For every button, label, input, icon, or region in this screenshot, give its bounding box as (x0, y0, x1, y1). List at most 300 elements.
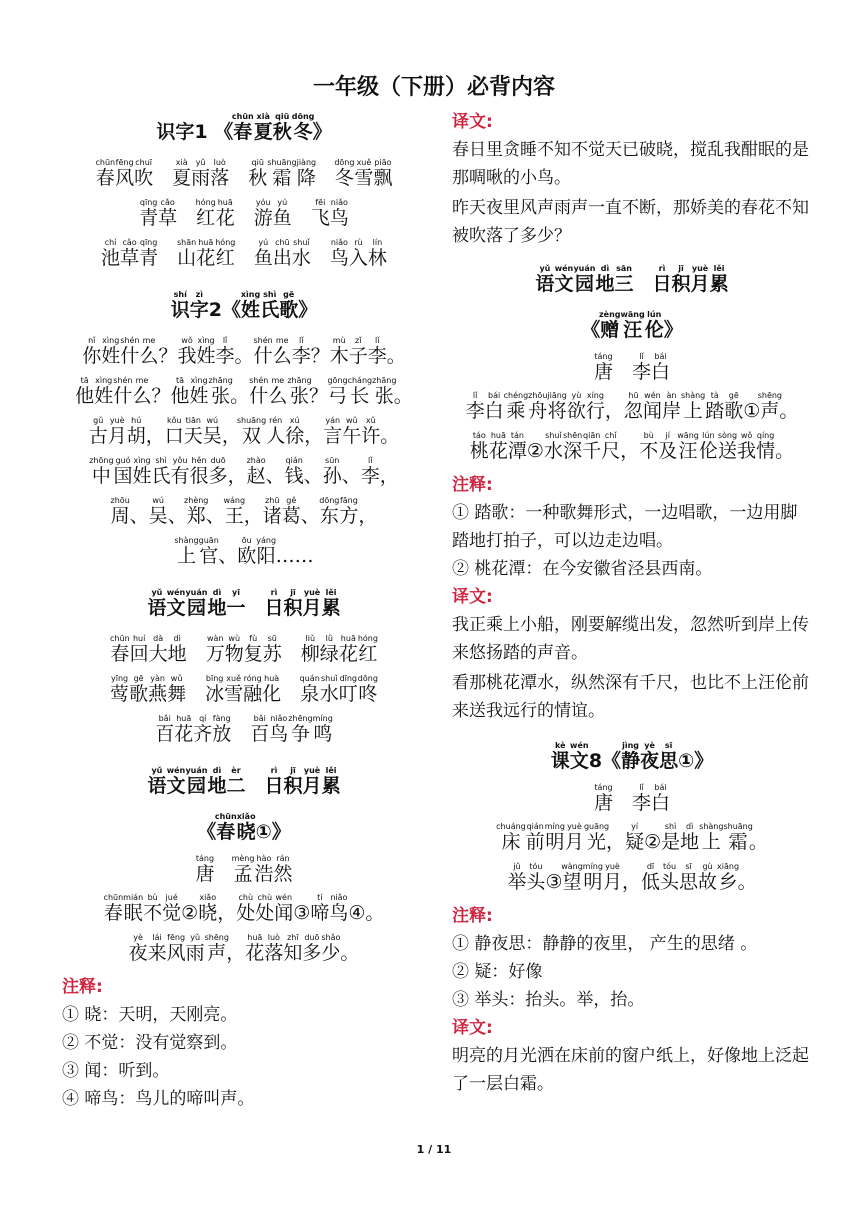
pinyin: mèng (231, 854, 255, 863)
pinyin: mù (329, 336, 349, 345)
translation-label: 译文: (452, 587, 493, 607)
pinyin: chūn (110, 634, 130, 643)
pinyin: lún (698, 431, 718, 440)
pinyin: shàng (174, 536, 199, 545)
hanzi-char: 周zhōu (110, 496, 130, 527)
pinyin: yáng (256, 536, 277, 545)
pinyin: lǐ (632, 352, 652, 361)
text-char: 识 (156, 121, 176, 143)
pinyin: huā (245, 933, 265, 942)
hanzi-char: 么me (139, 336, 159, 367)
hanzi-char: 不bù (639, 431, 659, 462)
pinyin: chuáng (496, 822, 526, 831)
hanzi-char: 春chūn (214, 812, 237, 843)
hanzi-char: 处chù (255, 893, 275, 924)
hanzi-char: 前qián (525, 822, 545, 853)
hanzi-char: 雨yǔ (191, 158, 211, 189)
translation-text (452, 136, 812, 250)
hanzi-char: 什shén (249, 376, 269, 407)
hanzi-char: 鸟niǎo (269, 714, 289, 745)
pinyin: sòng (717, 431, 738, 440)
pinyin: lǐ (632, 783, 652, 792)
hanzi-char: 鱼yú (253, 238, 273, 269)
hanzi-char: 唐táng (593, 783, 613, 814)
note-item: ② 疑：好像 (452, 962, 543, 982)
hanzi-char: 地dì (207, 766, 227, 797)
hanzi-char: 疑yí (625, 822, 645, 853)
pinyin: xìng (240, 290, 261, 299)
pinyin: jìng (621, 741, 641, 750)
hanzi-char: 吴wú (202, 416, 222, 447)
pinyin: yàn (148, 674, 168, 683)
pinyin: piāo (373, 158, 393, 167)
hanzi-char: 齐qí (193, 714, 213, 745)
hanzi-char: 我wǒ (737, 431, 757, 462)
pinyin: shí (170, 290, 190, 299)
notes-label: 注释: (452, 906, 493, 926)
hanzi-char: 花huā (245, 933, 265, 964)
pinyin: zhōu (528, 391, 548, 400)
hanzi-char: 三sān (614, 264, 634, 295)
hanzi-char: 积jī (671, 264, 691, 295)
hanzi-char: 官guān (198, 536, 219, 567)
hanzi-char: 燕yàn (148, 674, 168, 705)
text-char: 字 (175, 121, 195, 143)
pinyin: jiāng (547, 391, 567, 400)
pinyin: dōng (357, 674, 378, 683)
hanzi-char: 岸àn (661, 391, 681, 422)
hanzi-char: 回huí (129, 634, 149, 665)
text-char: ， (243, 505, 263, 527)
hanzi-char: 游yóu (253, 198, 273, 229)
text-char: ， (604, 400, 624, 422)
text-char: 、 (129, 505, 149, 527)
pinyin: chéng (503, 391, 529, 400)
hanzi-char: 李lǐ (465, 391, 485, 422)
hanzi-char: 汪wāng (677, 431, 699, 462)
hanzi-char: 夏xià (253, 112, 273, 143)
pinyin: fàng (212, 714, 232, 723)
right-column (452, 108, 812, 1100)
text-char: ， (621, 871, 641, 893)
pinyin: duō (208, 456, 228, 465)
poem-line (62, 376, 426, 416)
hanzi-char: 多duō (208, 456, 228, 487)
hanzi-char: 床chuáng (496, 822, 526, 853)
pinyin: yīng (110, 674, 130, 683)
pinyin: liǔ (300, 634, 320, 643)
pinyin: yǔ (535, 264, 555, 273)
hanzi-char: 文wén (554, 264, 574, 295)
poem-line (62, 634, 426, 674)
pinyin: dì (680, 822, 700, 831)
pinyin: dīng (338, 674, 358, 683)
pinyin: chūn (214, 812, 237, 821)
hanzi-char: 字zì (189, 290, 209, 321)
pinyin: xìng (101, 336, 121, 345)
pinyin: shēn (562, 431, 583, 440)
poem-title (452, 741, 812, 781)
hanzi-char: 葛gě (281, 496, 301, 527)
poem-author (452, 352, 812, 391)
pinyin: yǔ (185, 933, 205, 942)
pinyin: zhèng (184, 496, 209, 505)
text-char: ① (678, 750, 695, 772)
pinyin: wàn (205, 634, 225, 643)
pinyin: shuǐ (543, 431, 563, 440)
pinyin: huí (129, 634, 149, 643)
pinyin: fāng (339, 496, 359, 505)
poem-line (62, 416, 426, 456)
hanzi-char: 地dì (680, 822, 700, 853)
pinyin: zhī (283, 933, 303, 942)
pinyin: sī (679, 862, 699, 871)
pinyin: gē (129, 674, 149, 683)
pinyin: chuī (134, 158, 154, 167)
hanzi-char: 春chūn (95, 158, 116, 189)
text-char (246, 775, 265, 797)
text-char: 。 (230, 385, 250, 407)
hanzi-char: 伦lún (698, 431, 718, 462)
hanzi-char: 冰bīng (205, 674, 225, 705)
pinyin: wāng (677, 431, 699, 440)
hanzi-char: 绿lǜ (319, 634, 339, 665)
hanzi-char: 方fāng (339, 496, 359, 527)
hanzi-char: 忽hū (623, 391, 643, 422)
pinyin: yè (640, 741, 660, 750)
hanzi-char: 识shí (170, 290, 190, 321)
pinyin: huā (338, 634, 358, 643)
hanzi-char: 孟mèng (231, 854, 255, 885)
pinyin: lěi (709, 264, 729, 273)
pinyin: gǔ (88, 416, 108, 425)
pinyin: wāng (620, 310, 645, 319)
hanzi-char: 百bǎi (250, 714, 270, 745)
pinyin: míng (312, 714, 333, 723)
pinyin: dōng (319, 496, 340, 505)
pinyin: chūn (95, 158, 116, 167)
text-char: 。 (737, 871, 757, 893)
text-char: 、 (303, 465, 323, 487)
pinyin: táng (593, 352, 613, 361)
hanzi-char: 尺chǐ (601, 431, 621, 462)
pinyin: dì (207, 588, 227, 597)
hanzi-char: 舞wǔ (167, 674, 187, 705)
hanzi-char: 霜shuāng (723, 822, 753, 853)
hanzi-char: 吴wú (148, 496, 168, 527)
pinyin: yí (625, 822, 645, 831)
hanzi-char: 声shēng (204, 933, 229, 964)
text-char (281, 683, 300, 705)
pinyin: zèng (599, 310, 621, 319)
hanzi-char: 课kè (550, 741, 570, 772)
hanzi-char: 春chūn (103, 893, 124, 924)
text-char (235, 207, 254, 229)
hanzi-char: 声shēng (757, 391, 783, 422)
pinyin: rán (273, 854, 293, 863)
pinyin: guó (113, 456, 133, 465)
hanzi-char: 李lǐ (367, 336, 387, 367)
pinyin: xuě (354, 158, 374, 167)
text-char: 。 (234, 345, 254, 367)
pinyin: guān (198, 536, 219, 545)
pinyin: yuè (690, 264, 710, 273)
hanzi-char: 红hóng (215, 238, 236, 269)
translation-text (452, 611, 812, 725)
pinyin: tā (170, 376, 190, 385)
hanzi-char: 风fēng (115, 158, 135, 189)
hanzi-char: 林lín (367, 238, 387, 269)
pinyin: cǎo (158, 198, 178, 207)
hanzi-char: 月yuè (564, 822, 584, 853)
pinyin: zǐ (348, 336, 368, 345)
text-char: ， (217, 902, 237, 924)
hanzi-char: 争zhēng (288, 714, 313, 745)
hanzi-char: 累lěi (321, 766, 341, 797)
hanzi-char: 物wù (224, 634, 244, 665)
hanzi-char: 万wàn (205, 634, 225, 665)
hanzi-char: 是shì (661, 822, 681, 853)
hanzi-char: 举jǔ (507, 862, 527, 893)
pinyin: shàng (680, 391, 706, 400)
poem-line (62, 674, 426, 714)
pinyin: qīng (139, 238, 159, 247)
pinyin: xǔ (361, 416, 381, 425)
hanzi-char: 乡xiāng (717, 862, 740, 893)
poem-lines (62, 893, 426, 973)
hanzi-char: 叮dīng (338, 674, 358, 705)
pinyin: jǔ (507, 862, 527, 871)
pinyin: bái (484, 391, 504, 400)
hanzi-char: 二èr (226, 766, 246, 797)
poem-line (62, 456, 426, 496)
pinyin: dà (148, 634, 168, 643)
pinyin: fēi (310, 198, 330, 207)
pinyin: me (272, 336, 292, 345)
text-char: ① (255, 821, 272, 843)
hanzi-char: 潭tán (507, 431, 527, 462)
hanzi-char: 累lěi (709, 264, 729, 295)
pinyin: shǎo (321, 933, 341, 942)
pinyin: jī (671, 264, 691, 273)
pinyin: yán (323, 416, 343, 425)
pinyin: shuǐ (319, 674, 339, 683)
text-char: 2 (208, 299, 223, 321)
pinyin: wǒ (737, 431, 757, 440)
pinyin: bái (651, 352, 671, 361)
hanzi-char: 有yǒu (170, 456, 190, 487)
hanzi-char: 孙sūn (322, 456, 342, 487)
pinyin: zì (189, 290, 209, 299)
hanzi-char: 多duō (302, 933, 322, 964)
hanzi-char: 中zhōng (89, 456, 114, 487)
pinyin: huà (262, 674, 282, 683)
pinyin: qiān (582, 431, 602, 440)
hanzi-char: 秋qiū (248, 158, 268, 189)
hanzi-char: 人rén (266, 416, 286, 447)
pinyin: shì (260, 290, 280, 299)
hanzi-char: 唐táng (593, 352, 613, 383)
hanzi-char: 李lǐ (360, 456, 380, 487)
pinyin: chū (272, 238, 292, 247)
pinyin: hóng (195, 198, 216, 207)
section-heading (62, 110, 426, 154)
pinyin: chù (236, 893, 256, 902)
hanzi-char: 青qīng (139, 238, 159, 269)
hanzi-char: 少shǎo (321, 933, 341, 964)
pinyin: yuán (573, 264, 596, 273)
pinyin: chūn (231, 112, 254, 121)
text-char: 。 (779, 400, 799, 422)
text-char: 《 (602, 750, 622, 772)
pinyin: cǎo (120, 238, 140, 247)
pinyin: rì (264, 588, 284, 597)
text-char: ？ (309, 385, 329, 407)
hanzi-char: 子zǐ (348, 336, 368, 367)
hanzi-char: 夜yè (640, 741, 660, 772)
pinyin: huā (196, 238, 216, 247)
pinyin: jī (283, 766, 303, 775)
hanzi-char: 雨yǔ (185, 933, 205, 964)
pinyin: zhēng (288, 714, 313, 723)
pinyin: luò (210, 158, 230, 167)
pinyin: niǎo (329, 238, 349, 247)
pinyin: lín (367, 238, 387, 247)
text-char (153, 167, 172, 189)
pinyin: wú (148, 496, 168, 505)
text-char (231, 723, 250, 745)
hanzi-char: 咚dōng (357, 674, 378, 705)
hanzi-char: 头tóu (526, 862, 546, 893)
pinyin: gē (279, 290, 299, 299)
hanzi-char: 氏shì (151, 456, 171, 487)
hanzi-char: 么me (132, 376, 152, 407)
poem-line (62, 336, 426, 376)
pinyin: gē (724, 391, 744, 400)
poem-line (62, 198, 426, 238)
text-char (235, 247, 254, 269)
pinyin: yuán (185, 766, 208, 775)
hanzi-char: 地dì (167, 634, 187, 665)
hanzi-char: 郑zhèng (184, 496, 209, 527)
text-char: 》 (663, 319, 683, 341)
hanzi-char: 晓xiǎo (236, 812, 256, 843)
poem-line (452, 862, 812, 902)
pinyin: zhū (262, 496, 282, 505)
hanzi-char: 白bái (651, 783, 671, 814)
hanzi-char: 午wǔ (342, 416, 362, 447)
hanzi-char: 静jìng (621, 741, 641, 772)
hanzi-char: 鸟niǎo (329, 238, 349, 269)
pinyin: cháng (347, 376, 373, 385)
hanzi-char: 弓gōng (327, 376, 348, 407)
pinyin: bīng (205, 674, 225, 683)
pinyin: shén (120, 336, 140, 345)
poem-line (62, 158, 426, 198)
hanzi-char: 文wén (166, 588, 186, 619)
pinyin: yú (272, 198, 292, 207)
pinyin: rì (264, 766, 284, 775)
hanzi-char: 出chū (272, 238, 292, 269)
text-char (158, 247, 177, 269)
poem-line (452, 391, 812, 431)
pinyin: quán (299, 674, 320, 683)
text-char: 》 (298, 299, 318, 321)
text-char: ② (181, 902, 199, 924)
pinyin: xìng (94, 376, 114, 385)
hanzi-char: 放fàng (212, 714, 232, 745)
poem-lines (62, 634, 426, 754)
hanzi-char: 千qiān (582, 431, 602, 462)
poem-line (62, 714, 426, 754)
pinyin: niǎo (329, 893, 349, 902)
poem-line (62, 893, 426, 933)
pinyin: rén (266, 416, 286, 425)
pinyin: huā (488, 431, 508, 440)
text-char: 。 (775, 440, 795, 462)
hanzi-char: 姓xìng (94, 376, 114, 407)
hanzi-char: 王wáng (223, 496, 246, 527)
section-heading (62, 586, 426, 630)
text-char: 、 (167, 505, 187, 527)
poem-author (452, 783, 812, 822)
note-item: ② 桃花潭：在今安徽省泾县西南。 (452, 559, 713, 579)
translation-text (452, 1042, 812, 1098)
pinyin: tóu (660, 862, 680, 871)
hanzi-char: 融róng (243, 674, 263, 705)
hanzi-char: 赠zèng (599, 310, 621, 341)
hanzi-char: 唐táng (195, 854, 215, 885)
hanzi-char: 冬dōng (334, 158, 355, 189)
text-char: 、 (300, 505, 320, 527)
section-heading (62, 288, 426, 332)
poem-lines (452, 822, 812, 902)
poem-line (62, 536, 426, 576)
text-char: 《 (222, 299, 242, 321)
hanzi-char: 歌gē (129, 674, 149, 705)
hanzi-char: 赵zhào (246, 456, 266, 487)
hanzi-char: 红hóng (195, 198, 216, 229)
pinyin: chǐ (601, 431, 621, 440)
hanzi-char: 一yī (226, 588, 246, 619)
hanzi-char: 文wén (569, 741, 589, 772)
translation-paragraph: 我正乘上小船，刚要解缆出发，忽然听到岸上传来悠扬踏的声音。 (452, 615, 809, 663)
pinyin: shuǐ (291, 238, 311, 247)
notes-list (452, 930, 812, 1014)
text-char (215, 863, 234, 885)
hanzi-char: 地dì (595, 264, 615, 295)
hanzi-char: 张zhāng (372, 376, 397, 407)
hanzi-char: 上shàng (174, 536, 199, 567)
hanzi-char: 春chūn (231, 112, 254, 143)
hanzi-char: 风fēng (166, 933, 186, 964)
text-char (229, 167, 248, 189)
note-item: ④ 啼鸟：鸟儿的啼叫声。 (62, 1089, 255, 1109)
pinyin: yǔ (147, 766, 167, 775)
text-char: ④ (348, 902, 366, 924)
pinyin: shì (661, 822, 681, 831)
pinyin: xú (285, 416, 305, 425)
hanzi-char: 鸟niǎo (329, 198, 349, 229)
poem-lines (62, 336, 426, 576)
hanzi-char: 我wǒ (177, 336, 197, 367)
text-char: ， (145, 425, 165, 447)
hanzi-char: 情qíng (756, 431, 776, 462)
hanzi-char: 行xíng (585, 391, 605, 422)
pinyin: zhāng (208, 376, 233, 385)
pinyin: me (132, 376, 152, 385)
pinyin: tóu (526, 862, 546, 871)
